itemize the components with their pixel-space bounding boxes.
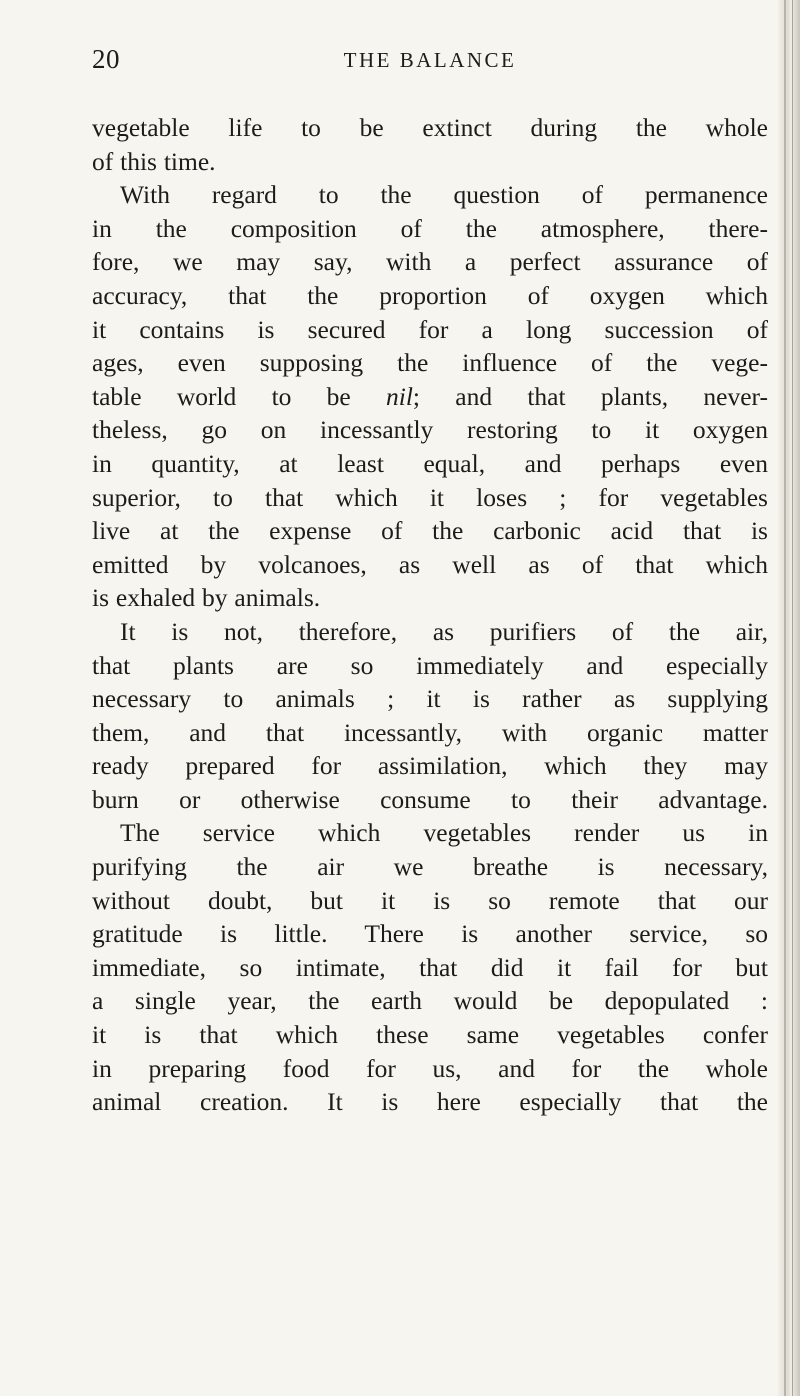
text-line: it contains is secured for a long succession of [92, 314, 768, 344]
text-line: is exhaled by animals. [92, 583, 321, 613]
text-line: it is that which these same vegetables confer [92, 1020, 768, 1050]
text-line: theless, go on incessantly restoring to it oxygen [92, 415, 768, 445]
text-line: emitted by volcanoes, as well as of that which [92, 549, 768, 579]
text-line: of this time. [92, 146, 216, 176]
text-segment: ; and that plants, never- [412, 381, 768, 411]
text-line [92, 380, 768, 414]
text-line: accuracy, that the proportion of oxygen which [92, 280, 768, 310]
text-line: It is not, therefore, as purifiers of the air, [120, 616, 768, 646]
running-head [92, 44, 768, 84]
text-line: immediate, so intimate, that did it fail for but [92, 952, 768, 982]
page-number: 20 [92, 44, 120, 74]
text-segment: table world to be [92, 381, 386, 411]
text-line: superior, to that which it loses ; for vegetables [92, 482, 768, 512]
text-line: ready prepared for assimilation, which they may [92, 751, 768, 781]
body-text [92, 111, 768, 1119]
text-line: them, and that incessantly, with organic matter [92, 717, 768, 747]
page-edge [778, 0, 800, 1396]
text-line: animal creation. It is here especially that the [92, 1087, 768, 1117]
text-line: without doubt, but it is so remote that our [92, 885, 768, 915]
text-line: necessary to animals ; it is rather as supplying [92, 684, 768, 714]
text-line: that plants are so immediately and especially [92, 650, 768, 680]
text-line: With regard to the question of permanence [120, 180, 768, 210]
text-line: fore, we may say, with a perfect assurance of [92, 247, 768, 277]
text-line: in the composition of the atmosphere, there- [92, 213, 768, 243]
text-line: in preparing food for us, and for the whole [92, 1053, 768, 1083]
text-line: live at the expense of the carbonic acid that is [92, 516, 768, 546]
text-line: vegetable life to be extinct during the whole [92, 113, 768, 142]
text-line: a single year, the earth would be depopulated : [92, 986, 768, 1016]
text-line: The service which vegetables render us in [120, 818, 768, 848]
text-line: ages, even supposing the influence of the vege- [92, 348, 768, 378]
running-title: THE BALANCE [343, 48, 517, 72]
italic-word: nil [386, 381, 413, 411]
text-line: gratitude is little. There is another service, so [92, 919, 768, 949]
text-line: in quantity, at least equal, and perhaps even [92, 448, 768, 478]
text-line: purifying the air we breathe is necessary, [92, 852, 768, 882]
text-line: burn or otherwise consume to their advantage. [92, 784, 768, 814]
